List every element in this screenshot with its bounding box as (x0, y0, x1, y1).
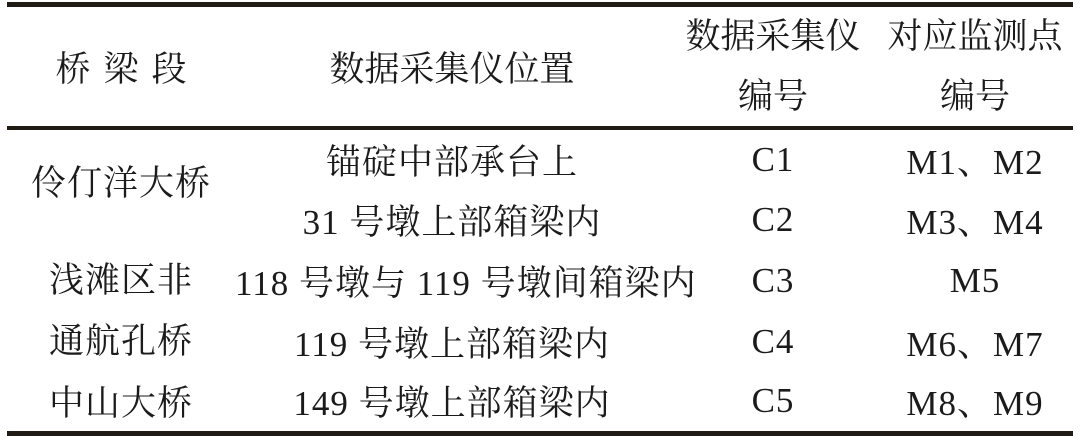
monitoring-instrument-table (7, 2, 1073, 436)
table-body (7, 128, 1073, 433)
collector-id-cell: C5 (751, 381, 795, 421)
bridge-name-qiantan-line1: 浅滩区非 (48, 261, 193, 300)
monitor-points-cell: M6、M7 (906, 324, 1044, 364)
collector-id-cell: C4 (751, 321, 795, 361)
collector-location-cell: 149 号墩上部箱梁内 (293, 384, 611, 424)
table-row (7, 250, 1073, 311)
collector-location-cell: 119 号墩上部箱梁内 (294, 324, 610, 364)
collector-location-cell: 31 号墩上部箱梁内 (302, 202, 602, 242)
bridge-name-lingdingyang: 伶仃洋大桥 (30, 164, 211, 203)
table-row (7, 128, 1073, 189)
col-header-monitor-point-id (877, 5, 1073, 129)
col-header-collector-id (669, 5, 877, 129)
collector-id-cell: C2 (751, 199, 795, 239)
col-header-bridge-section: 桥梁段 (55, 49, 200, 89)
header-row (7, 5, 1073, 129)
monitor-points-cell: M5 (949, 260, 1001, 300)
bridge-name-qiantan (7, 250, 235, 372)
table-header (7, 5, 1073, 129)
bridge-name-qiantan-line2: 通航孔桥 (48, 322, 193, 361)
table-row (7, 372, 1073, 433)
col-header-monitor-point-id-line2: 编号 (939, 76, 1010, 116)
col-header-monitor-point-id-line1: 对应监测点 (887, 17, 1063, 56)
collector-id-cell: C3 (751, 260, 795, 300)
collector-id-cell: C1 (751, 139, 795, 179)
monitor-points-cell: M3、M4 (906, 202, 1044, 242)
col-header-collector-location: 数据采集仪位置 (329, 49, 575, 89)
collector-location-cell: 锚碇中部承台上 (325, 142, 578, 182)
col-header-collector-id-line1: 数据采集仪 (685, 17, 861, 56)
bridge-name-zhongshan: 中山大桥 (48, 384, 193, 424)
monitor-points-cell: M1、M2 (906, 142, 1044, 182)
monitor-points-cell: M8、M9 (906, 384, 1044, 424)
collector-location-cell: 118 号墩与 119 号墩间箱梁内 (235, 263, 697, 303)
col-header-collector-id-line2: 编号 (737, 76, 808, 116)
